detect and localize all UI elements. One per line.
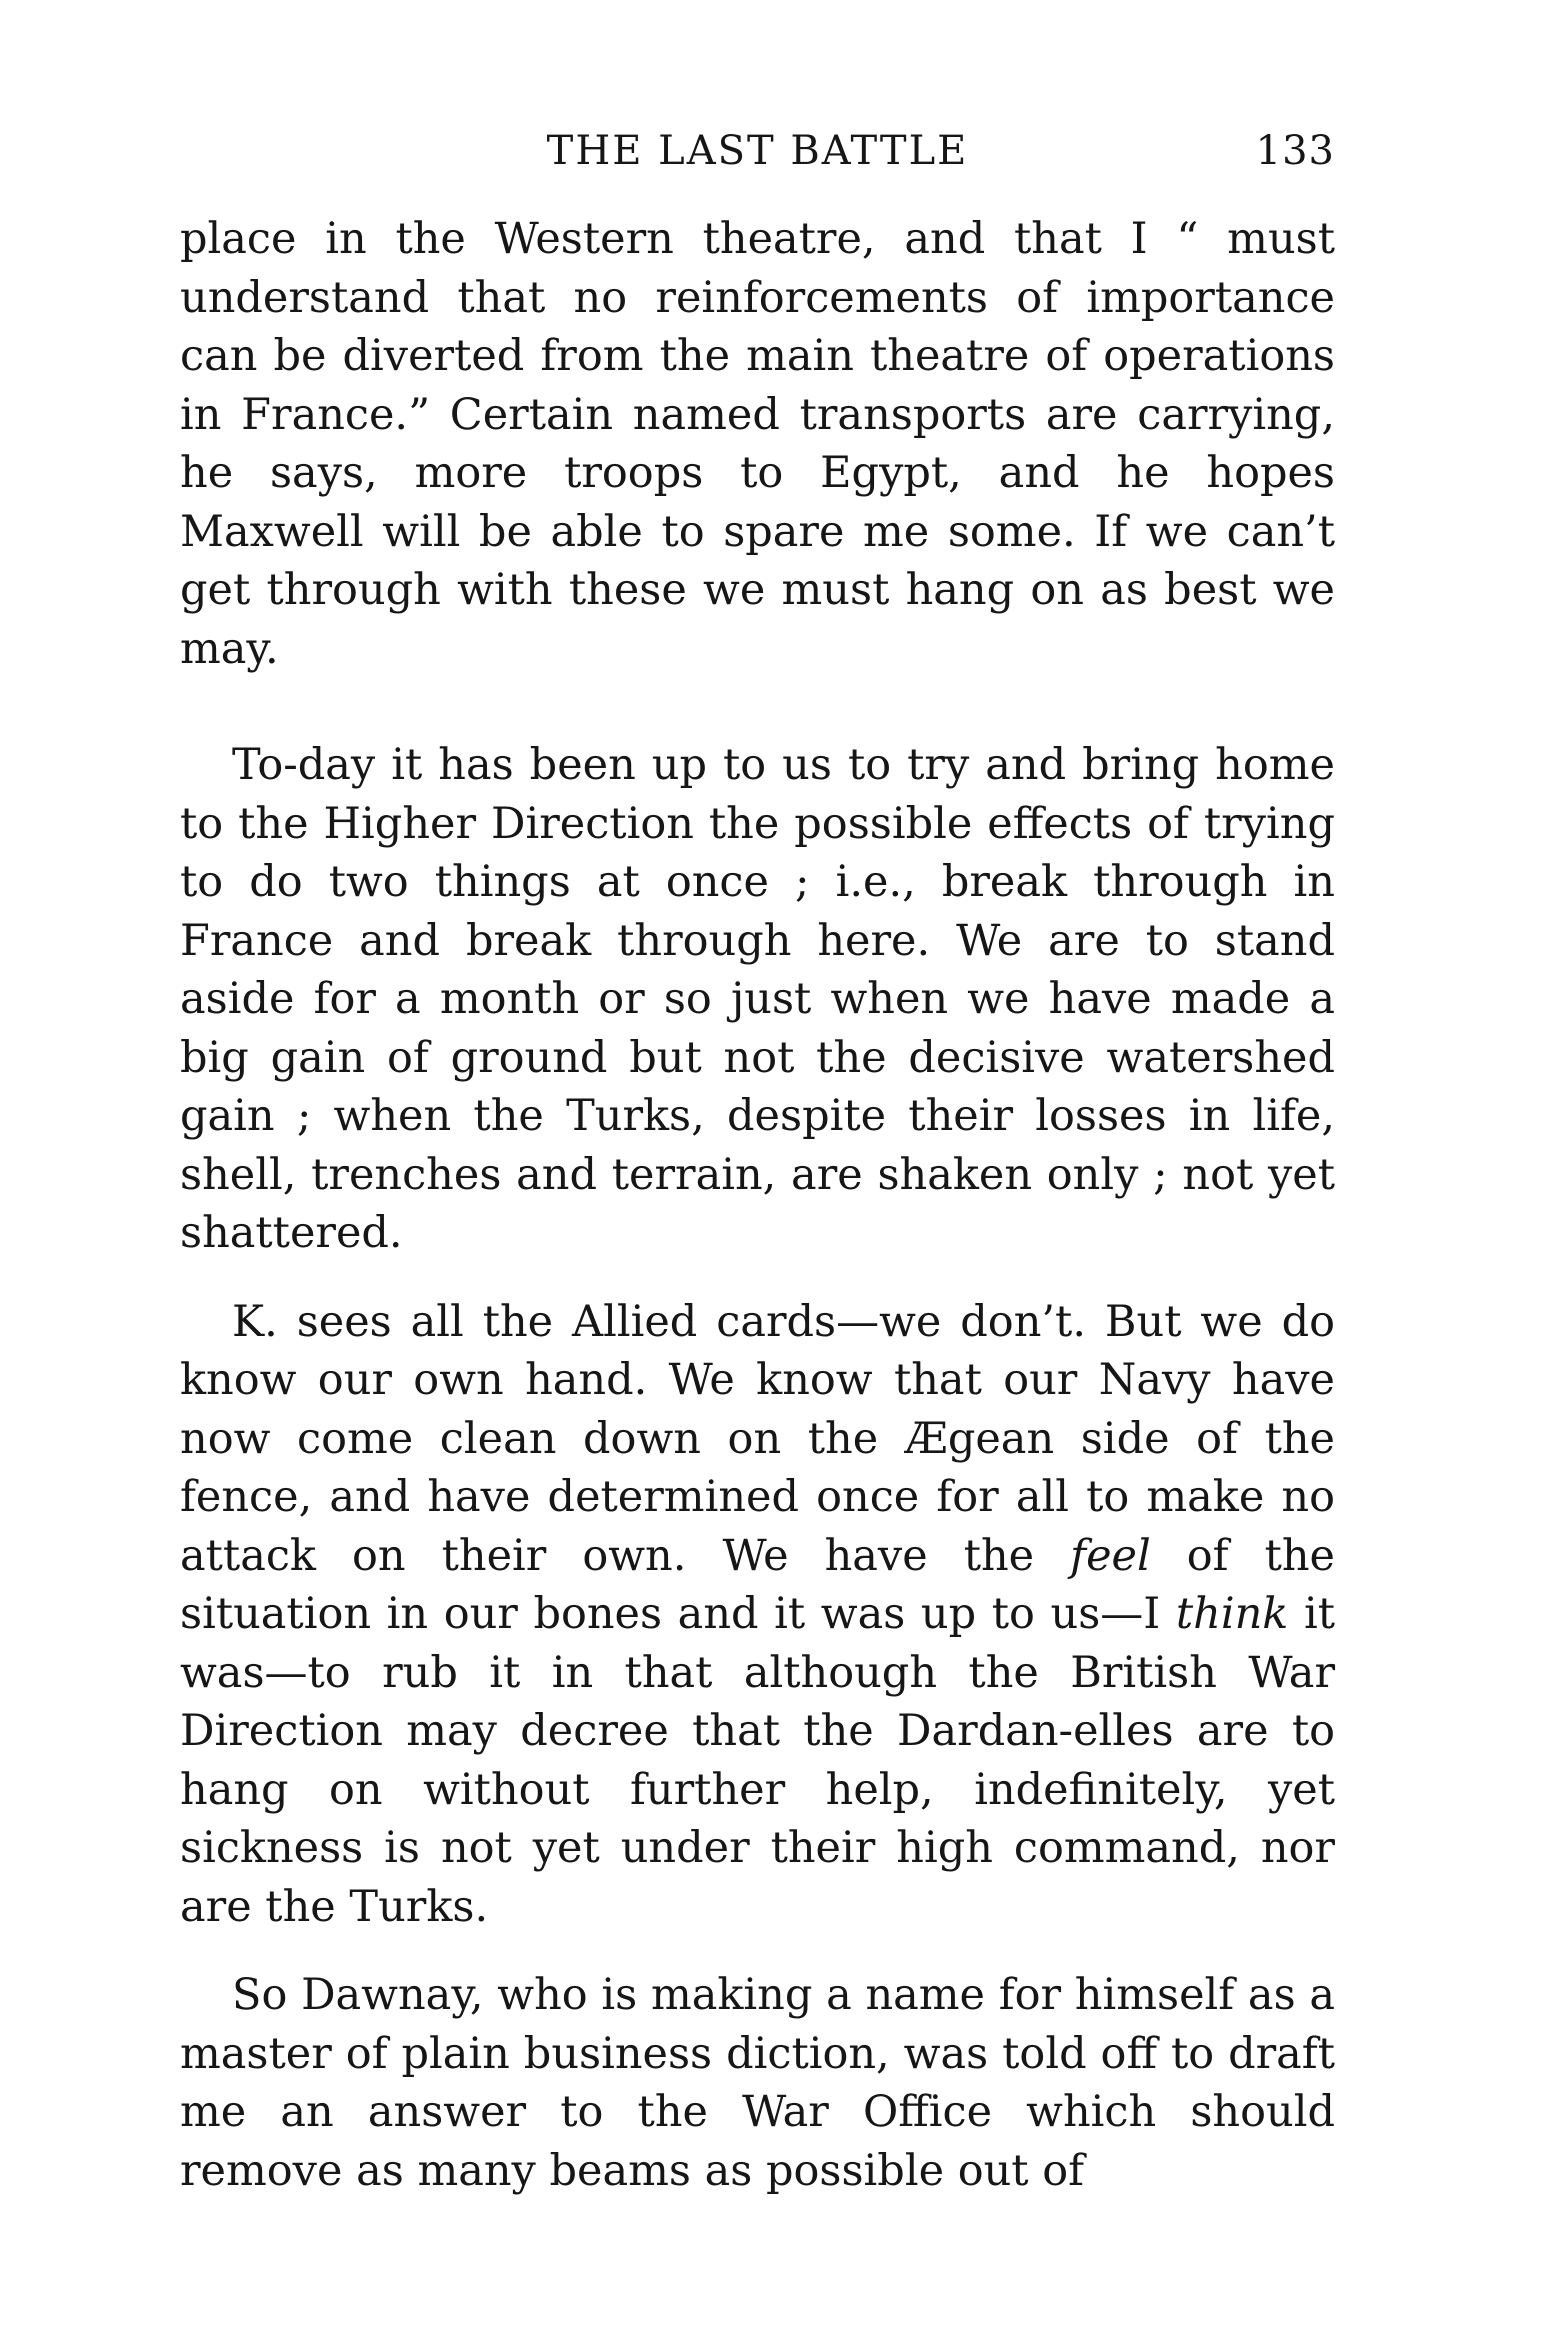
paragraph-2-text: To-day it has been up to us to try and bring home to the Higher Direction the possible effects of trying to do two things at once ; i.e., break through in France and break through here. We are to stand aside for a month or so just when we have made a big gain of ground but not the decisive watershed gain ; when the Turks, despite their losses in life, shell, trenches and terrain, are shaken only ; not yet shattered. <box>180 740 1335 1258</box>
paragraph-3-text: of the situation in our bones and it was up to us—I <box>180 1530 1335 1639</box>
page-number: 133 <box>1255 128 1335 174</box>
paragraph-2 <box>180 736 1335 1263</box>
running-head <box>180 128 1335 188</box>
paragraph-3-text: it was—to rub it in that although the British War Direction may decree that the Dardan-elles are to hang on without further help, indefinitely, yet sickness is not yet under their high command, nor are the Turks. <box>180 1589 1336 1932</box>
emphasis-feel: feel <box>1070 1530 1151 1581</box>
paragraph-3-text: K. sees all the Allied cards—we don’t. But we do know our own hand. We know that our Navy have now come clean down on the Ægean side of the fence, and have determined once for all to make no attack on their own. We have the <box>180 1296 1335 1581</box>
paragraph-3 <box>180 1293 1335 1937</box>
paragraph-1-text: place in the Western theatre, and that I “ must understand that no reinforcements of importance can be diverted from the main theatre of operations in France.” Certain named transports are carrying, he says, more troops to Egypt, and he hopes Maxwell will be able to spare me some. If we can’t get through with these we must hang on as best we may. <box>180 214 1335 674</box>
emphasis-think: think <box>1175 1589 1289 1639</box>
running-title: THE LAST BATTLE <box>546 128 969 174</box>
paragraph-1 <box>180 210 1335 678</box>
book-page <box>180 0 1335 2337</box>
paragraph-4-text: So Dawnay, who is making a name for himself as a master of plain business diction, was told off to draft me an answer to the War Office which should remove as many beams as possible out of <box>180 1970 1335 2196</box>
body-text <box>180 210 1335 2200</box>
paragraph-4 <box>180 1966 1335 2200</box>
